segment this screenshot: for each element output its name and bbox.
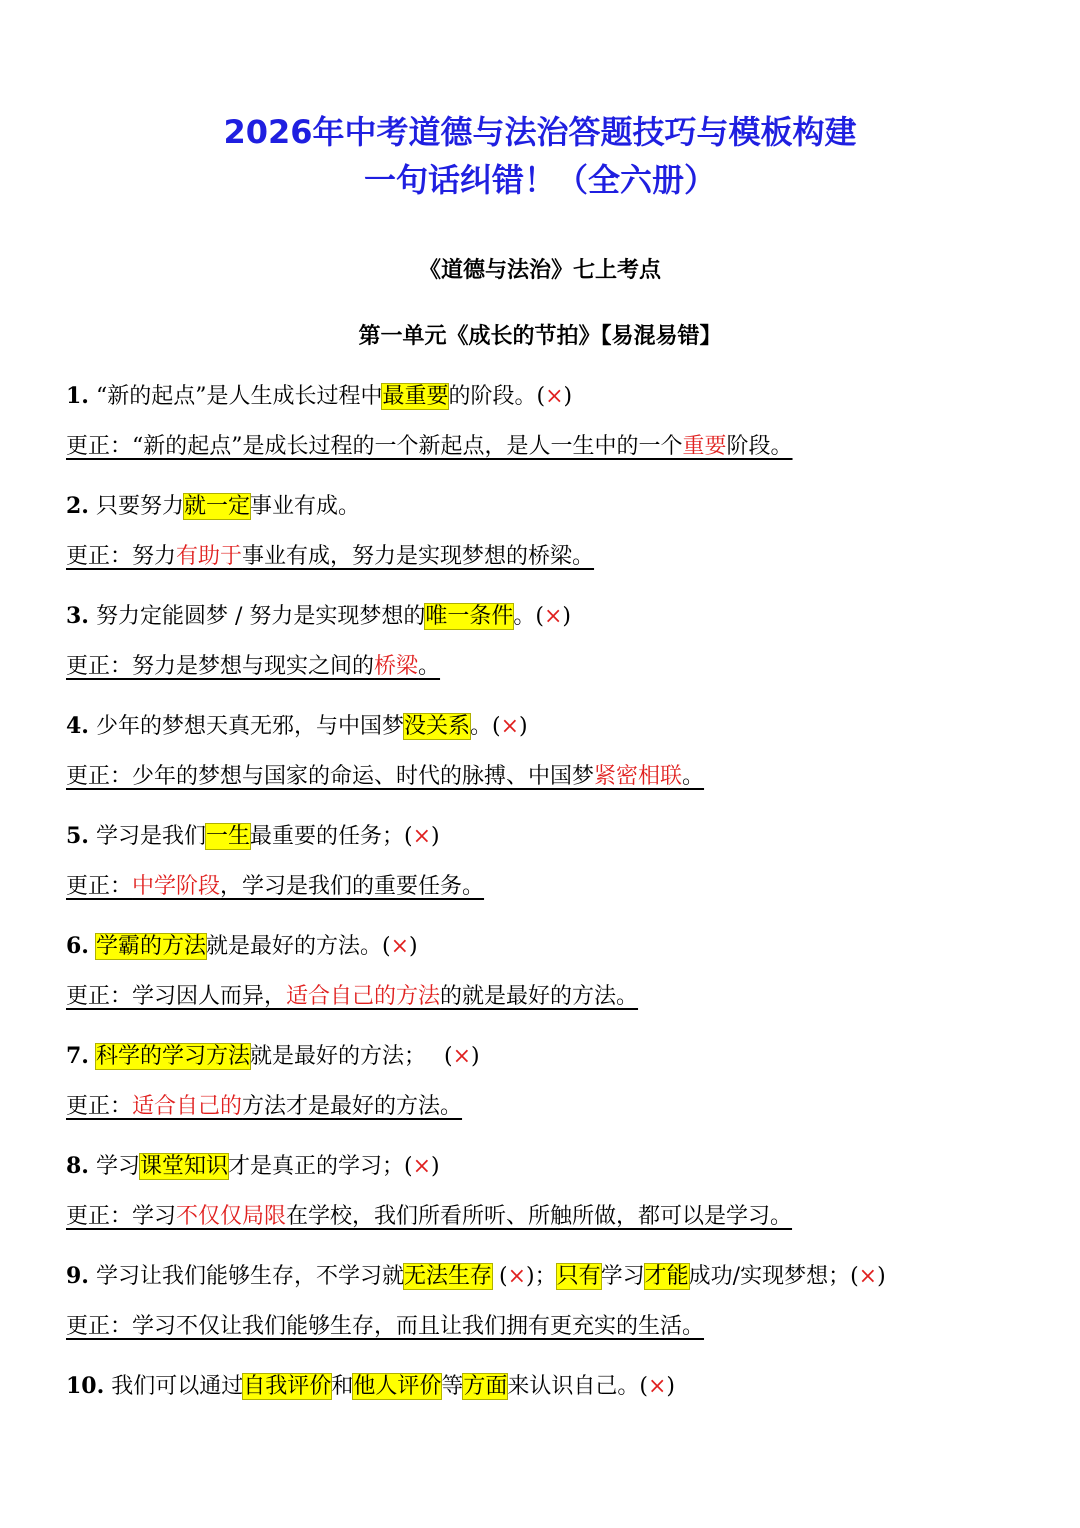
item-number: 7. <box>66 1043 89 1069</box>
highlighted-error: 没关系 <box>403 714 470 739</box>
item-9-statement <box>66 1259 886 1294</box>
correction-keyword: 桥梁 <box>374 654 419 679</box>
statement-text: 才是真正的学习；( <box>228 1154 413 1179</box>
item-9-correction <box>66 1310 748 1344</box>
item-10-statement <box>66 1369 675 1404</box>
highlighted-error: 科学的学习方法 <box>95 1044 250 1069</box>
item-4-correction <box>66 760 704 794</box>
statement-text: 等 <box>441 1374 464 1399</box>
unit-title: 第一单元《成长的节拍》【易混易错】 <box>358 324 722 349</box>
statement-text: ) <box>431 1154 440 1179</box>
item-3-correction <box>66 650 440 684</box>
item-6-statement <box>66 929 418 964</box>
statement-text: ) <box>563 384 573 409</box>
statement-text: 就是最好的方法； ( <box>249 1044 453 1069</box>
highlighted-error: 唯一条件 <box>425 604 514 629</box>
item-2-statement <box>66 489 360 524</box>
correction-text: 更正：学习不仅让我们能够生存，而且让我们拥有更充实的生活。 <box>66 1314 705 1339</box>
highlighted-error: 一生 <box>205 824 250 849</box>
item-5-correction <box>66 870 484 904</box>
correction-text: 事业有成，努力是实现梦想的桥梁。 <box>242 544 595 569</box>
correction-text: 在学校，我们所看所听、所触所做，都可以是学习。 <box>286 1204 793 1229</box>
correction-text: 更正：努力是梦想与现实之间的 <box>66 654 375 679</box>
correction-keyword: 有助于 <box>176 544 243 569</box>
item-number: 9. <box>66 1263 89 1289</box>
item-7-statement <box>66 1039 480 1074</box>
wrong-mark: × <box>412 824 432 849</box>
item-3-statement <box>66 599 571 634</box>
section-title: 《道德与法治》七上考点 <box>418 258 661 283</box>
statement-text: 少年的梦想天真无邪，与中国梦 <box>95 714 404 739</box>
statement-text: ) <box>562 604 572 629</box>
wrong-mark: × <box>412 1154 432 1179</box>
correction-text: ，学习是我们的重要任务。 <box>220 874 485 899</box>
item-number: 5. <box>66 823 89 849</box>
item-number: 10. <box>66 1373 105 1399</box>
statement-text: 学习是我们 <box>95 824 206 849</box>
correction-keyword: 重要 <box>682 434 727 459</box>
statement-text: 的阶段。( <box>448 384 546 409</box>
statement-text: 。( <box>470 714 501 739</box>
item-1-correction <box>66 430 793 464</box>
item-number: 6. <box>66 933 89 959</box>
correction-text: 的就是最好的方法。 <box>440 984 639 1009</box>
correction-text: 阶段。 <box>726 434 793 459</box>
correction-text: 更正：学习 <box>66 1204 177 1229</box>
wrong-mark: × <box>507 1264 527 1289</box>
statement-text: ) <box>877 1264 886 1289</box>
item-2-correction <box>66 540 594 574</box>
statement-text: ) <box>519 714 528 739</box>
statement-text: 最重要的任务；( <box>250 824 413 849</box>
wrong-mark: × <box>500 714 520 739</box>
item-4-statement <box>66 709 528 744</box>
statement-text: 。( <box>513 604 544 629</box>
wrong-mark: × <box>543 604 563 629</box>
item-1-statement <box>66 379 572 414</box>
correction-text: 更正：学习因人而异， <box>66 984 287 1009</box>
statement-text: ) <box>666 1374 675 1399</box>
statement-text: ) <box>409 934 418 959</box>
highlighted-error: 才能 <box>644 1264 689 1289</box>
wrong-mark: × <box>452 1044 471 1069</box>
wrong-mark: × <box>390 934 410 959</box>
statement-text: 和 <box>331 1374 354 1399</box>
item-number: 4. <box>66 713 89 739</box>
statement-text: “新的起点”是人生成长过程中 <box>95 384 383 409</box>
correction-text: 。 <box>418 654 441 679</box>
correction-text: 方法才是最好的方法。 <box>242 1094 463 1119</box>
statement-text: 成功/实现梦想；( <box>688 1264 859 1289</box>
correction-keyword: 中学阶段 <box>132 874 221 899</box>
item-8-correction <box>66 1200 792 1234</box>
correction-text: 更正：少年的梦想与国家的命运、时代的脉搏、中国梦 <box>66 764 595 789</box>
correction-text: 。 <box>682 764 705 789</box>
statement-text: 只要努力 <box>95 494 184 519</box>
document-title-line1: 2026年中考道德与法治答题技巧与模板构建 <box>223 113 857 151</box>
correction-keyword: 适合自己的 <box>132 1094 243 1119</box>
item-5-statement <box>66 819 440 854</box>
highlighted-error: 方面 <box>463 1374 508 1399</box>
statement-text: 学习 <box>600 1264 645 1289</box>
item-number: 8. <box>66 1153 89 1179</box>
correction-text: 更正： <box>66 874 133 899</box>
statement-text: ) <box>471 1044 480 1069</box>
document-title-line2: 一句话纠错！（全六册） <box>363 161 716 199</box>
statement-text: 努力定能圆梦 / 努力是实现梦想的 <box>95 604 426 629</box>
item-number: 2. <box>66 493 89 519</box>
statement-text: ( <box>492 1264 508 1289</box>
correction-text: 更正： <box>66 1094 133 1119</box>
statement-text: 来认识自己。( <box>507 1374 648 1399</box>
statement-text: 我们可以通过 <box>111 1374 244 1399</box>
highlighted-error: 最重要 <box>382 384 449 409</box>
wrong-mark: × <box>647 1374 667 1399</box>
correction-keyword: 不仅仅局限 <box>176 1204 287 1229</box>
highlighted-error: 无法生存 <box>403 1264 492 1289</box>
statement-text: )； <box>526 1264 557 1289</box>
highlighted-error: 学霸的方法 <box>95 934 206 959</box>
highlighted-error: 他人评价 <box>353 1374 442 1399</box>
item-6-correction <box>66 980 638 1014</box>
item-8-statement <box>66 1149 440 1184</box>
correction-text: 更正：努力 <box>66 544 177 569</box>
statement-text: 学习 <box>95 1154 140 1179</box>
highlighted-error: 只有 <box>556 1264 601 1289</box>
statement-text: 学习让我们能够生存，不学习就 <box>95 1264 404 1289</box>
item-number: 1. <box>66 383 89 409</box>
highlighted-error: 自我评价 <box>243 1374 332 1399</box>
item-number: 3. <box>66 603 89 629</box>
highlighted-error: 就一定 <box>183 494 250 519</box>
statement-text: 就是最好的方法。( <box>205 934 391 959</box>
statement-text: ) <box>431 824 440 849</box>
wrong-mark: × <box>545 384 564 409</box>
correction-text: 更正：“新的起点”是成长过程的一个新起点，是人一生中的一个 <box>66 434 683 459</box>
item-7-correction <box>66 1090 462 1124</box>
highlighted-error: 课堂知识 <box>139 1154 228 1179</box>
wrong-mark: × <box>858 1264 878 1289</box>
correction-keyword: 适合自己的方法 <box>286 984 441 1009</box>
statement-text: 事业有成。 <box>250 494 361 519</box>
correction-keyword: 紧密相联 <box>594 764 683 789</box>
